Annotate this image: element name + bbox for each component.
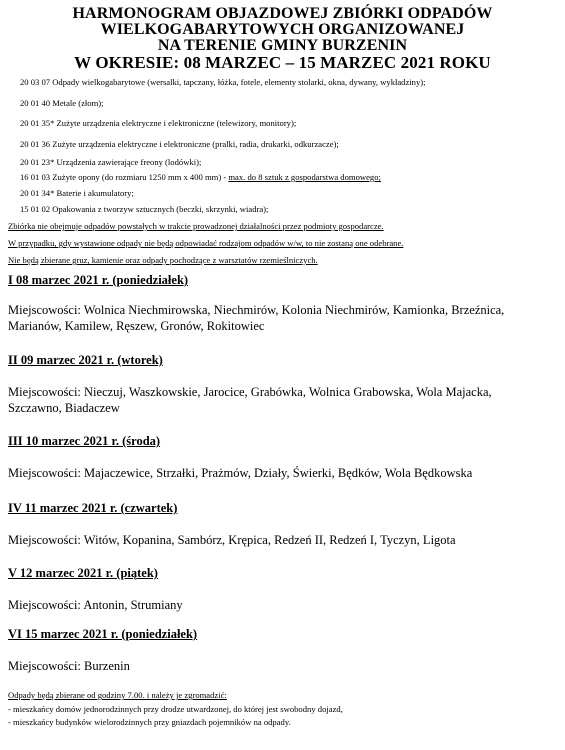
waste-code-item: 20 03 07 Odpady wielkogabarytowe (wersalki, tapczany, łóżka, fotele, elementy stolarki, okna, dywany, wykładziny); — [20, 77, 426, 87]
day-heading: II 09 marzec 2021 r. (wtorek) — [8, 353, 163, 367]
note-line: Zbiórka nie obejmuje odpadów powstałych w trakcie prowadzonej działalności przez podmioty gospodarcze. — [8, 221, 384, 231]
day-places: Miejscowości: Majaczewice, Strzałki, Prażmów, Działy, Świerki, Będków, Wola Będkowska — [8, 466, 473, 480]
title-line-4: W OKRESIE: 08 MARZEC – 15 MARZEC 2021 ROKU — [74, 53, 491, 72]
waste-code-item: 20 01 34* Baterie i akumulatory; — [20, 188, 134, 198]
day-places: Miejscowości: Antonin, Strumiany — [8, 598, 183, 612]
waste-code-item: 20 01 23* Urządzenia zawierające freony (lodówki); — [20, 157, 202, 167]
tyres-limit: max. do 8 sztuk z gospodarstwa domowego; — [228, 172, 381, 182]
day-heading: I 08 marzec 2021 r. (poniedziałek) — [8, 273, 189, 287]
title-line-1: HARMONOGRAM OBJAZDOWEJ ZBIÓRKI ODPADÓW — [72, 5, 493, 22]
day-heading: V 12 marzec 2021 r. (piątek) — [8, 566, 158, 580]
day-places: Miejscowości: Burzenin — [8, 659, 130, 673]
footer-line: - mieszkańcy budynków wielorodzinnych przy gniazdach pojemników na odpady. — [8, 717, 291, 727]
waste-code-item: 20 01 35* Zużyte urządzenia elektryczne i elektroniczne (telewizory, monitory); — [20, 118, 297, 128]
waste-code-item-tyres — [20, 172, 381, 183]
waste-code-item: 20 01 36 Zużyte urządzenia elektryczne i elektroniczne (pralki, radia, drukarki, odkurzacze); — [20, 139, 339, 149]
title-line-2: WIELKOGABARYTOWYCH ORGANIZOWANEJ — [100, 21, 465, 38]
tyres-label: 16 01 03 Zużyte opony (do rozmiaru 1250 mm x 400 mm) - — [20, 172, 229, 182]
title-line-3: NA TERENIE GMINY BURZENIN — [157, 37, 408, 54]
day-heading: IV 11 marzec 2021 r. (czwartek) — [8, 501, 178, 515]
day-heading: III 10 marzec 2021 r. (środa) — [8, 434, 161, 448]
day-places: Miejscowości: Wolnica Niechmirowska, Niechmirów, Kolonia Niechmirów, Kamionka, Brzeźnica, Marianów, Kamilew, Ręszew, Gronów, Rokitowiec — [8, 303, 505, 333]
day-heading: VI 15 marzec 2021 r. (poniedziałek) — [8, 627, 198, 641]
waste-code-item: 20 01 40 Metale (złom); — [20, 98, 104, 108]
waste-code-item: 15 01 02 Opakowania z tworzyw sztucznych (beczki, skrzynki, wiadra); — [20, 204, 269, 214]
note-line: W przypadku, gdy wystawione odpady nie będą odpowiadać rodzajom odpadów w/w, to nie zostaną one odebrane. — [8, 238, 404, 248]
footer-line: - mieszkańcy domów jednorodzinnych przy drodze utwardzonej, do której jest swobodny dojazd, — [8, 704, 343, 714]
day-places: Miejscowości: Nieczuj, Waszkowskie, Jarocice, Grabówka, Wolnica Grabowska, Wola Majacka, Szczawno, Biadaczew — [8, 385, 492, 415]
day-places: Miejscowości: Witów, Kopanina, Sambórz, Krępica, Redzeń II, Redzeń I, Tyczyn, Ligota — [8, 533, 456, 547]
note-line: Nie będą zbierane gruz, kamienie oraz odpady pochodzące z warsztatów rzemieślniczych. — [8, 255, 318, 265]
footer-line: Odpady będą zbierane od godziny 7.00. i należy je zgromadzić: — [8, 690, 227, 700]
